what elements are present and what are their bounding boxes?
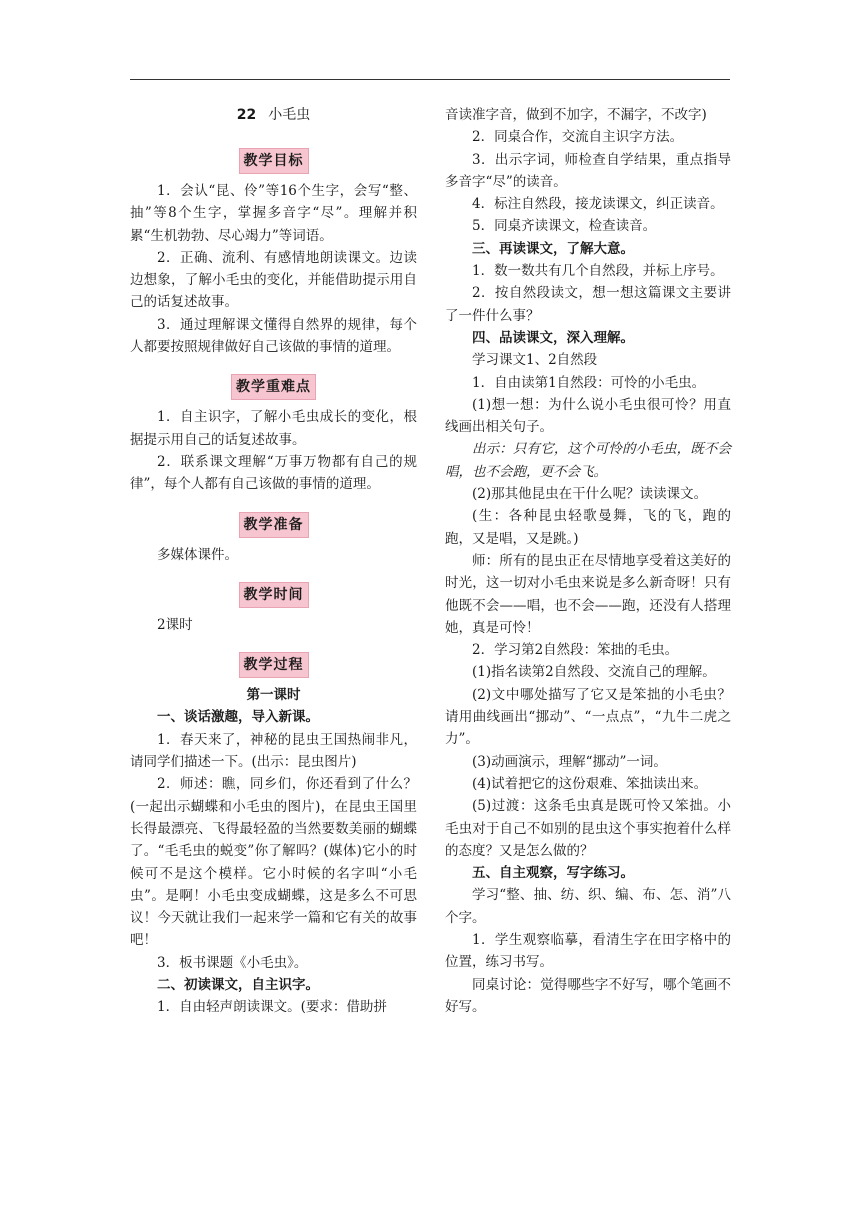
goal-item: 1．会认“昆、伶”等16个生字，会写“整、抽”等8个生字，掌握多音字“尽”。理解并积累“生机勃勃、尽心竭力”等词语。 <box>130 183 417 244</box>
quoted-sentence: 出示：只有它，这个可怜的小毛虫，既不会唱，也不会跑，更不会飞。 <box>445 441 731 480</box>
step-item: 5．同桌齐读课文，检查读音。 <box>472 218 657 235</box>
step-item: 2．师述：瞧，同乡们，你还看到了什么？(一起出示蝴蝶和小毛虫的图片)，在昆虫王国里长得最漂亮、飞得最轻盈的当然要数美丽的蝴蝶了。“毛毛虫的蜕变”你了解吗？(媒体)它小的时候可不是这个模样。它小时候的名字叫“小毛虫”。是啊！小毛虫变成蝴蝶，这是多么不可思议！今天就让我们一起来学一篇和它有关的故事吧！ <box>130 776 417 949</box>
section-heading-process: 教学过程 <box>239 652 309 678</box>
step-item: 1．自由读第1自然段：可怜的小毛虫。 <box>472 374 706 391</box>
step-item: 1．春天来了，神秘的昆虫王国热闹非凡，请同学们描述一下。(出示：昆虫图片) <box>130 731 417 771</box>
step-item: (2)那其他昆虫在干什么呢？读读课文。 <box>472 486 708 503</box>
step-item: 2．学习第2自然段：笨拙的毛虫。 <box>472 642 679 659</box>
step-item: (3)动画演示，理解“挪动”一词。 <box>472 753 667 770</box>
step-item: 1．数一数共有几个自然段，并标上序号。 <box>472 263 724 280</box>
step-item: (1)指名读第2自然段、交流自己的理解。 <box>472 664 716 681</box>
step-item: 师：所有的昆虫正在尽情地享受着这美好的时光，这一切对小毛虫来说是多么新奇呀！只有他既不会——唱，也不会——跑，还没有人搭理她，真是可怜！ <box>445 552 731 636</box>
step-item: (5)过渡：这条毛虫真是既可怜又笨拙。小毛虫对于自己不如别的昆虫这个事实抱着什么样的态度？又是怎么做的？ <box>445 798 731 859</box>
step-heading: 五、自主观察，写字练习。 <box>472 865 634 882</box>
step-item: 3．板书课题《小毛虫》。 <box>157 954 308 971</box>
step-item: 2．按自然段读文，想一想这篇课文主要讲了一件什么事？ <box>445 285 731 324</box>
right-column <box>445 104 731 1018</box>
continued-text: 音读准字音，做到不加字，不漏字，不改字) <box>445 107 707 123</box>
step-heading: 四、品读课文，深入理解。 <box>472 329 634 346</box>
key-point-item: 1．自主识字，了解小毛虫成长的变化，根据提示用自己的话复述故事。 <box>130 409 417 448</box>
time-text: 2课时 <box>157 616 193 633</box>
step-item: (生：各种昆虫轻歌曼舞，飞的飞，跑的跑，又是唱，又是跳。) <box>445 508 731 547</box>
section-heading-goals: 教学目标 <box>239 148 309 174</box>
step-item: (4)试着把它的这份艰难、笨拙读出来。 <box>472 775 708 792</box>
step-item: 学习“整、抽、纺、织、编、布、怎、消”八个字。 <box>445 887 731 926</box>
goal-item: 2．正确、流利、有感情地朗读课文。边读边想象，了解小毛虫的变化，并能借助提示用自己的话复述故事。 <box>130 249 417 311</box>
step-item: 1．学生观察临摹，看清生字在田字格中的位置，练习书写。 <box>445 931 731 971</box>
step-item: 1．自由轻声朗读课文。(要求：借助拼 <box>157 999 387 1016</box>
lesson-name: 小毛虫 <box>268 107 311 123</box>
step-heading: 一、谈话激趣，导入新课。 <box>157 709 319 726</box>
preparation-text: 多媒体课件。 <box>157 546 238 563</box>
lesson-period-title: 第一课时 <box>246 687 301 704</box>
step-item: 同桌讨论：觉得哪些字不好写，哪个笔画不好写。 <box>445 976 731 1015</box>
step-heading: 二、初读课文，自主识字。 <box>157 977 319 994</box>
step-item: 3．出示字词，师检查自学结果，重点指导多音字“尽”的读音。 <box>445 151 731 190</box>
section-heading-preparation: 教学准备 <box>239 512 309 538</box>
left-column <box>130 104 417 1019</box>
lesson-title <box>130 104 417 126</box>
step-item: (2)文中哪处描写了它又是笨拙的小毛虫？请用曲线画出“挪动”、“一点点”，“九牛二虎之力”。 <box>445 686 731 748</box>
section-heading-key-points: 教学重难点 <box>231 374 316 400</box>
lesson-number: 22 <box>236 107 257 123</box>
step-item: (1)想一想：为什么说小毛虫很可怜？用直线画出相关句子。 <box>445 396 731 436</box>
key-point-item: 2．联系课文理解“万事万物都有自己的规律”，每个人都有自己该做的事情的道理。 <box>130 453 417 493</box>
goal-item: 3．通过理解课文懂得自然界的规律，每个人都要按照规律做好自己该做的事情的道理。 <box>130 316 417 356</box>
step-heading: 三、再读课文，了解大意。 <box>472 240 634 257</box>
step-item: 2．同桌合作，交流自主识字方法。 <box>472 129 684 146</box>
step-item: 4．标注自然段，接龙读课文，纠正读音。 <box>472 196 724 213</box>
section-heading-time: 教学时间 <box>239 582 309 608</box>
step-item: 学习课文1、2自然段 <box>472 352 598 369</box>
header-rule <box>130 79 730 80</box>
